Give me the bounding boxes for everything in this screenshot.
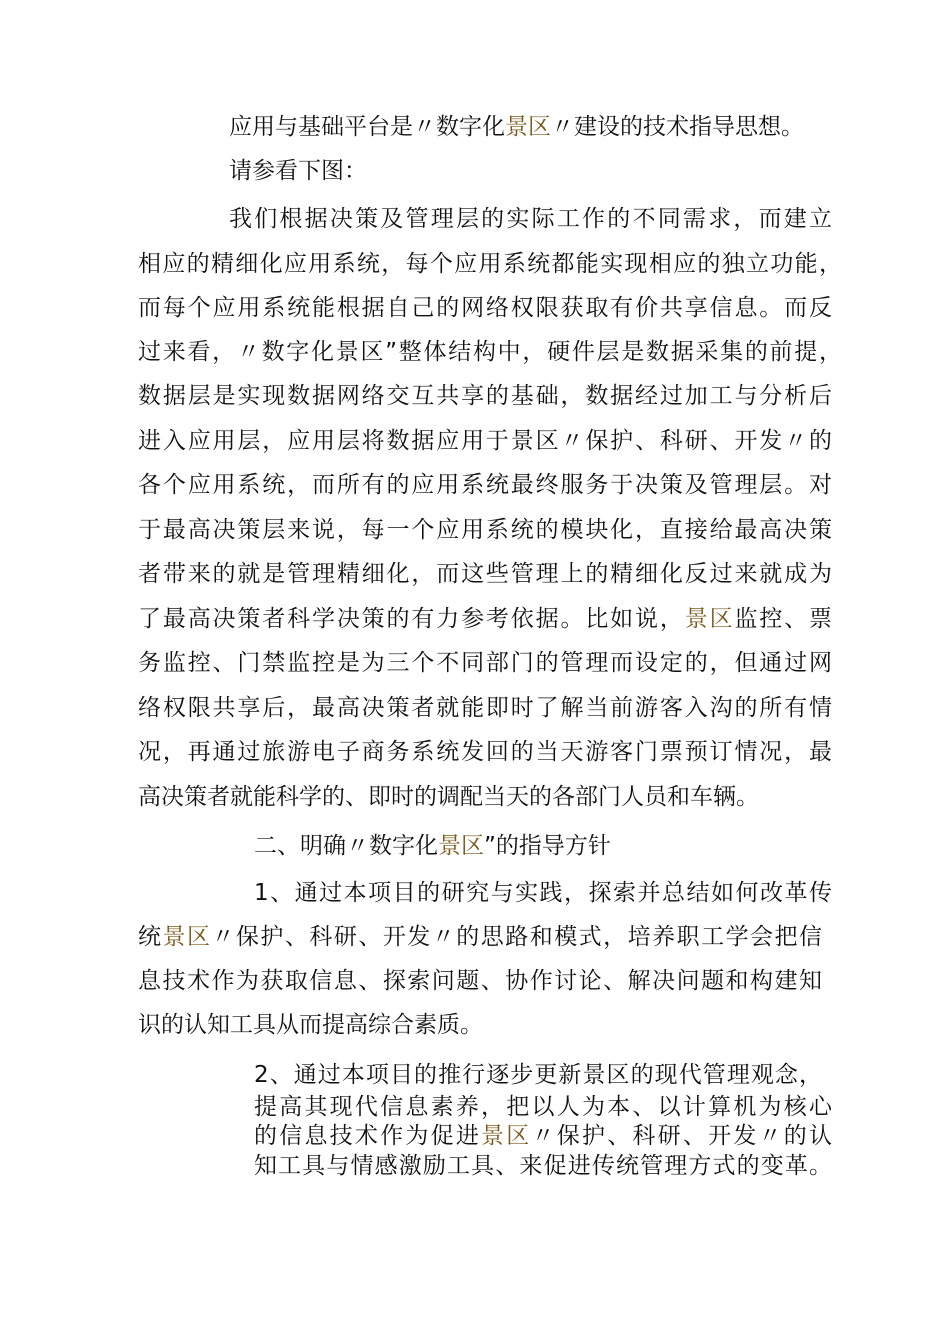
text-segment: 而每个应用系统能根据自己的网络权限获取有价共享信息。而反 (138, 295, 832, 321)
text-segment: 过来看，〃数字化景区”整体结构中，硬件层是数据采集的前提， (138, 339, 842, 365)
text-line (138, 426, 832, 456)
text-line (138, 693, 832, 723)
text-line (138, 1010, 483, 1040)
text-line (138, 293, 832, 323)
text-segment: 者带来的就是管理精细化，而这些管理上的精细化反过来就成为 (138, 561, 832, 587)
text-segment: 应用与基础平台是〃数字化 (229, 114, 505, 140)
text-segment: 的信息技术作为促进 (254, 1123, 482, 1149)
text-segment: 于最高决策层来说，每一个应用系统的模块化，直接给最高决策 (138, 517, 832, 543)
text-line (254, 1121, 832, 1151)
text-segment: 进入应用层，应用层将数据应用于景区〃保护、科研、开发〃的 (138, 428, 832, 454)
highlighted-term: 景区 (481, 1123, 532, 1149)
text-segment: ”的指导方针 (484, 833, 611, 859)
text-line (138, 337, 842, 367)
text-segment: 高决策者就能科学的、即时的调配当天的各部门人员和车辆。 (138, 784, 759, 810)
text-line (254, 1092, 832, 1122)
text-line (229, 156, 367, 186)
text-segment: 务监控、门禁监控是为三个不同部门的管理而设定的，但通过网 (138, 650, 832, 676)
highlighted-term: 景区 (505, 114, 551, 140)
text-segment: 络权限共享后，最高决策者就能即时了解当前游客入沟的所有情 (138, 695, 832, 721)
text-segment: 请参看下图： (229, 158, 367, 184)
text-line (138, 782, 759, 812)
text-line (138, 515, 832, 545)
text-segment: 〃保护、科研、开发〃的思路和模式，培养职工学会把信 (211, 924, 822, 950)
text-segment: 各个应用系统，而所有的应用系统最终服务于决策及管理层。对 (138, 472, 832, 498)
text-line (138, 381, 832, 411)
text-line (138, 966, 822, 996)
text-segment: 我们根据决策及管理层的实际工作的不同需求，而建立 (229, 206, 832, 232)
text-segment: 〃建设的技术指导思想。 (551, 114, 804, 140)
text-line (254, 1060, 822, 1090)
text-line (138, 604, 832, 634)
text-segment: 识的认知工具从而提高综合素质。 (138, 1012, 483, 1038)
section-heading (254, 831, 611, 861)
text-segment: 况，再通过旅游电子商务系统发回的当天游客门票预订情况，最 (138, 739, 832, 765)
text-line (138, 249, 842, 279)
text-line (254, 878, 832, 908)
text-line (229, 112, 832, 142)
highlighted-term: 景区 (684, 606, 735, 632)
highlighted-term: 景区 (162, 924, 212, 950)
text-segment: 监控、票 (734, 606, 832, 632)
text-segment: 提高其现代信息素养，把以人为本、以计算机为核心 (254, 1094, 832, 1120)
text-segment: 相应的精细化应用系统，每个应用系统都能实现相应的独立功能， (138, 251, 842, 277)
text-segment: 息技术作为获取信息、探索问题、协作讨论、解决问题和构建知 (138, 968, 822, 994)
highlighted-term: 景区 (438, 833, 484, 859)
text-segment: 数据层是实现数据网络交互共享的基础，数据经过加工与分析后 (138, 383, 832, 409)
text-segment: 二、明确〃数字化 (254, 833, 438, 859)
text-segment: 了最高决策者科学决策的有力参考依据。比如说， (138, 606, 685, 632)
text-segment: 1、通过本项目的研究与实践，探索并总结如何改革传 (254, 880, 832, 906)
text-segment: 统 (138, 924, 163, 950)
text-line (138, 470, 832, 500)
text-line (138, 737, 832, 767)
text-line (138, 922, 822, 952)
text-line (229, 204, 832, 234)
text-segment: 知工具与情感激励工具、来促进传统管理方式的变革。 (254, 1153, 832, 1179)
text-line (138, 559, 832, 589)
text-segment: 〃保护、科研、开发〃的认 (531, 1123, 832, 1149)
text-line (254, 1151, 832, 1181)
text-line (138, 648, 832, 678)
text-segment: 2、通过本项目的推行逐步更新景区的现代管理观念， (254, 1062, 822, 1088)
